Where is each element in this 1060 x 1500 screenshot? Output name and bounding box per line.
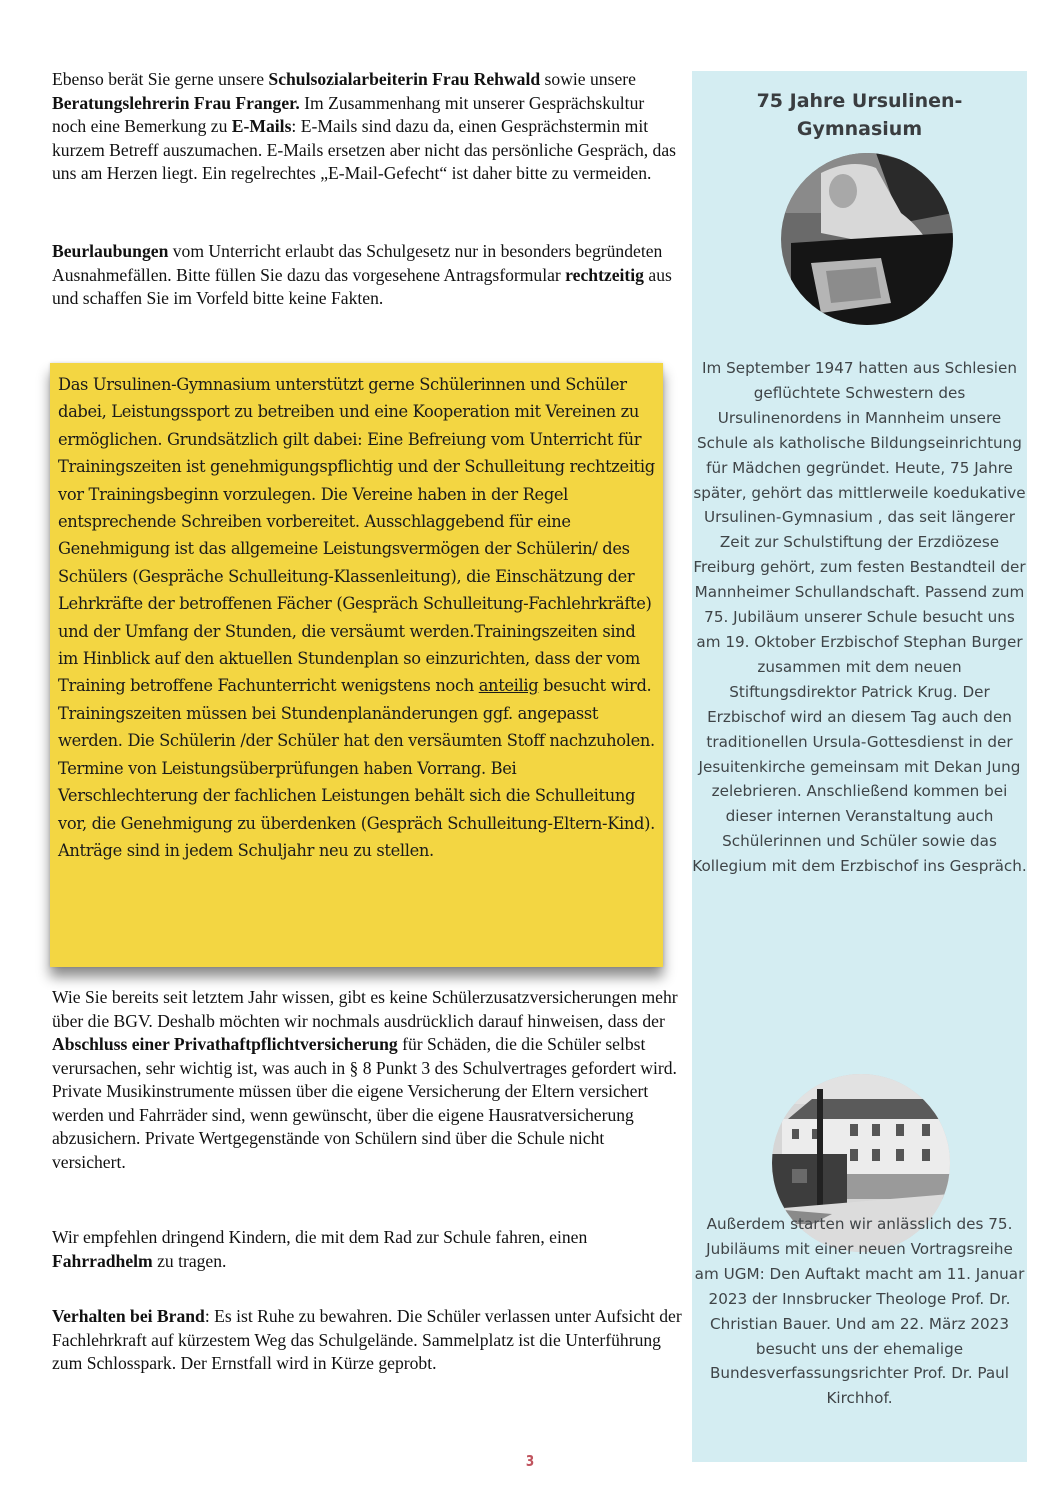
sports-highlight-box: [50, 363, 663, 967]
text-run: vom Unterricht erlaubt das Schulgesetz nur in besonders begründeten Ausnahmefällen. Bitte füllen Sie dazu das vorgesehene Antragsformular: [52, 241, 663, 285]
photo-nun-icon: [781, 153, 953, 325]
text-run: : Es ist Ruhe zu bewahren. Die Schüler verlassen unter Aufsicht der Fachlehrkraft auf kürzestem Weg das Schulgelände. Sammelplatz ist die Unterführung zum Schlosspark. Der Ernstfall wird in Kürze geprobt.: [52, 1306, 682, 1373]
page-number: 3: [525, 1452, 535, 1470]
paragraph-fire-text: [52, 1305, 692, 1376]
paragraph-leave-text: [52, 240, 682, 311]
bold-leave: Beurlaubungen: [52, 241, 169, 261]
sidebar-history-text: Im September 1947 hatten aus Schlesien geflüchtete Schwestern des Ursulinenordens in Mannheim unsere Schule als katholische Bildungseinrichtung für Mädchen gegründet. Heute, 75 Jahre später, gehört das mittlerweile koedukative Ursulinen-Gymnasium , das seit längerer Zeit zur Schulstiftung der Erzdiözese Freiburg gehört, zum festen Bestandteil der Mannheimer Schullandschaft. Passend zum 75. Jubiläum unserer Schule besucht uns am 19. Oktober Erzbischof Stephan Burger zusammen mit dem neuen Stiftungsdirektor Patrick Krug. Der Erzbischof wird an diesem Tag auch den traditionellen Ursula-Gottesdienst in der Jesuitenkirche gemeinsam mit Dekan Jung zelebrieren. Anschließend kommen bei dieser internen Veranstaltung auch Schülerinnen und Schüler sowie das Kollegium mit dem Erzbischof ins Gespräch.: [692, 359, 1027, 876]
bold-liability-insurance: Abschluss einer Privathaftpflichtversicherung: [52, 1034, 398, 1054]
text-run: zu tragen.: [152, 1250, 227, 1271]
paragraph-fire: [52, 1305, 692, 1376]
underlined-proportional: anteilig: [478, 676, 539, 696]
sidebar-lecture-series-text: Außerdem starten wir anlässlich des 75. Jubiläums mit einer neuen Vortragsreihe am UGM: Den Auftakt macht am 11. Januar 2023 der Innsbrucker Theologe Prof. Dr. Christian Bauer. Und am 22. März 2023 besucht uns der ehemalige Bundesverfassungsrichter Prof. Dr. Paul Kirchhof.: [694, 1215, 1025, 1408]
sports-highlight-text: [58, 371, 658, 864]
text-run: Das Ursulinen-Gymnasium unterstützt gerne Schülerinnen und Schüler dabei, Leistungssport zu betreiben und eine Kooperation mit Vereinen zu ermöglichen. Grundsätzlich gilt dabei: Eine Befreiung vom Unterricht für Trainingszeiten ist genehmigungspflichtig und der Schulleitung rechtzeitig vor Trainingsbeginn vorzulegen. Die Vereine haben in der Regel entsprechende Schreiben vorbereitet. Ausschlaggebend für eine Genehmigung ist das allgemeine Leistungsvermögen der Schülerin/ des Schülers (Gespräche Schulleitung-Klassenleitung), die Einschätzung der Lehrkräfte der betroffenen Fächer (Gespräch Schulleitung-Fachlehrkräfte) und der Umfang der Stunden, die versäumt werden.Trainingszeiten sind im Hinblick auf den aktuellen Stundenplan so einzurichten, dass der vom Training betroffene Fachunterricht wenigstens noch: [58, 375, 655, 696]
text-run: Ebenso berät Sie gerne unsere: [52, 69, 269, 89]
bold-counselor: Beratungslehrerin Frau Franger.: [52, 92, 300, 113]
paragraph-leave: [52, 240, 682, 311]
sidebar-title-line2: Gymnasium: [796, 118, 923, 140]
paragraph-helmet: [52, 1226, 682, 1273]
bold-emails: E-Mails: [231, 116, 292, 136]
bold-fire-behavior: Verhalten bei Brand: [52, 1306, 205, 1326]
sidebar-title-line1: 75 Jahre Ursulinen-: [756, 90, 963, 112]
paragraph-contact: [52, 68, 682, 186]
bold-timely: rechtzeitig: [565, 264, 644, 285]
text-run: besucht wird. Trainingszeiten müssen bei Stundenplanänderungen ggf. angepasst werden. Die Schülerin /der Schüler hat den versäumten Stoff nachzuholen. Termine von Leistungsüberprüfungen haben Vorrang. Bei Verschlechterung der fachlichen Leistungen behält sich die Schulleitung vor, die Genehmigung zu überdenken (Gespräch Schulleitung-Eltern-Kind). Anträge sind in jedem Schuljahr neu zu stellen.: [58, 676, 655, 860]
text-run: für Schäden, die die Schüler selbst verursachen, sehr wichtig ist, was auch in § 8 Punkt 3 des Schulvertrages gefordert wird. Private Musikinstrumente müssen über die eigene Versicherung der Eltern versichert werden und Fahrräder sind, wenn gewünscht, über die eigene Hausratversicherung abzusichern. Private Wertgegenstände von Schülern sind über die Schule nicht versichert.: [52, 1034, 677, 1172]
text-run: Wie Sie bereits seit letztem Jahr wissen, gibt es keine Schülerzusatzversicherungen mehr über die BGV. Deshalb möchten wir nochmals ausdrücklich darauf hinweisen, dass der: [52, 987, 678, 1031]
bold-social-worker: Schulsozialarbeiterin Frau Rehwald: [268, 69, 541, 89]
text-run: aus und schaffen Sie im Vorfeld bitte keine Fakten.: [52, 264, 672, 308]
paragraph-helmet-text: [52, 1226, 682, 1273]
bold-bike-helmet: Fahrradhelm: [52, 1250, 153, 1271]
paragraph-insurance-text: [52, 986, 682, 1174]
anniversary-sidebar: [692, 71, 1027, 1462]
text-run: : E-Mails sind dazu da, einen Gesprächstermin mit kurzem Betreff auszumachen. E-Mails ersetzen aber nicht das persönliche Gespräch, das uns am Herzen liegt. Ein regelrechtes „E-Mail-Gefecht“ ist daher bitte zu vermeiden.: [52, 116, 676, 183]
text-run: Wir empfehlen dringend Kindern, die mit dem Rad zur Schule fahren, einen: [52, 1227, 588, 1247]
text-run: Im Zusammenhang mit unserer Gesprächskultur noch eine Bemerkung zu: [52, 92, 645, 136]
paragraph-contact-text: [52, 68, 682, 186]
text-run: sowie unsere: [540, 69, 636, 89]
sidebar-title: [692, 87, 1027, 143]
paragraph-insurance: [52, 986, 682, 1174]
